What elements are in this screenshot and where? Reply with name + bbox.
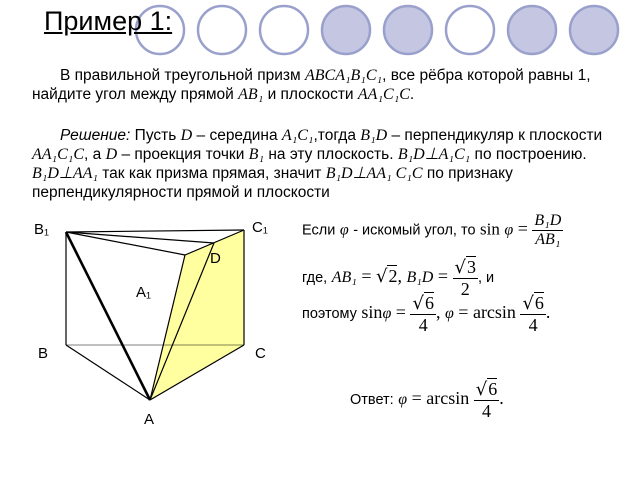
answer-label: Ответ: [350, 392, 394, 409]
solution-fragment: по признаку перпендикулярности прямой и плоскости [32, 165, 513, 201]
label-c1: C₁ [252, 219, 268, 236]
solution-fragment: Пусть [134, 127, 177, 144]
solution-fragment: так как призма прямая, значит [102, 165, 322, 182]
math-fragment: D [105, 146, 118, 163]
formula-values: где, AB₁ = √2, B₁D = $\frac{√3}{2}$ , и [302, 257, 495, 299]
phi-symbol: φ [444, 305, 454, 323]
label-b: B [38, 345, 49, 362]
math-fragment: B₁D [360, 127, 388, 144]
phi-symbol: φ [398, 391, 408, 409]
solution-fragment: по построению. [474, 146, 587, 163]
prism-name: ABCA₁B₁C₁ [304, 67, 383, 84]
if-text: Если [302, 222, 336, 239]
math-fragment: B₁ [248, 146, 265, 163]
label-d: D [210, 250, 221, 267]
line-name: AB₁ [238, 86, 264, 103]
numerator: √6 [412, 293, 434, 314]
arcsin-text: arcsin [472, 302, 516, 323]
segment-b1d [66, 232, 214, 243]
math-fragment: B₁D⊥AA₁ C₁C [325, 165, 423, 182]
solution-fragment: – перпендикуляр к плоскости [391, 127, 603, 144]
label-a: A [144, 411, 155, 428]
math-fragment: B₁D⊥AA₁ [32, 165, 98, 182]
page-title: Пример 1: [44, 6, 173, 36]
formula-sin-def: Если φ - искомый угол, то sin φ = $\frac{\text{B₁D}}{\text{AB₁}}$ [302, 212, 562, 248]
denominator: 4 [481, 401, 491, 421]
denominator: 2 [460, 279, 470, 299]
sqrt-2-value: 2 [388, 266, 398, 287]
sqrt-3-value: 3 [466, 257, 476, 277]
edge-b1a1 [66, 232, 185, 255]
denominator: 4 [418, 315, 428, 335]
solution-fragment: – середина [196, 127, 278, 144]
phi-symbol: φ [382, 305, 392, 323]
fraction-sqrt6-4 [410, 292, 435, 336]
solution-label: Решение: [60, 127, 131, 144]
sqrt-sign: √ [375, 266, 388, 288]
phi-symbol: φ [504, 221, 514, 239]
label-a1: A₁ [136, 284, 152, 301]
problem-text: , все рёбра которой равны 1, найдите угол между прямой [32, 67, 591, 103]
sqrt-6-value: 6 [534, 293, 544, 313]
problem-text: и плоскости [267, 86, 354, 103]
denominator: 4 [528, 315, 538, 335]
sin-text: sin [480, 219, 500, 239]
plane-name: AA₁C₁C [357, 86, 410, 103]
edge-b1c1 [66, 230, 244, 232]
math-fragment: D [180, 127, 193, 144]
b1d-text: B₁D [406, 269, 434, 287]
solution-fragment: , а [84, 146, 102, 163]
solution-fragment: – проекция точки [121, 146, 245, 163]
ab1-text: AB₁ [331, 269, 357, 287]
numerator: √6 [475, 379, 498, 400]
denominator: AB₁ [535, 231, 561, 248]
numerator: √3 [454, 257, 476, 278]
phi-symbol: φ [339, 221, 349, 239]
math-fragment: B₁D⊥A₁C₁ [397, 146, 471, 163]
if-tail-text: - искомый угол, то [353, 222, 476, 239]
problem-text: В правильной треугольной призм [60, 67, 301, 84]
where-text: где, [302, 270, 328, 287]
numerator: √6 [522, 293, 544, 314]
answer-block: Ответ: φ = arcsin $\frac{√6}{4}$ . [350, 379, 504, 421]
sqrt-6-value: 6 [488, 379, 498, 399]
fraction-sqrt6-4 [520, 292, 545, 336]
therefore-text: поэтому [302, 306, 357, 323]
sin-text: sin [361, 302, 383, 323]
math-fragment: A₁C₁ [281, 127, 314, 144]
fraction-b1d-ab1 [532, 212, 563, 249]
problem-text: . [409, 86, 415, 103]
label-c: C [255, 345, 266, 362]
solution-fragment: ,тогда [313, 127, 356, 144]
formula-result: поэтому sinφ = $\frac{√6}{4}$ , φ = arcsin $\frac{√6}{4}$ . [302, 293, 551, 335]
label-b1: B₁ [34, 221, 50, 238]
math-fragment: AA₁C₁C [32, 146, 85, 163]
segment-ab1 [66, 232, 150, 400]
fraction-sqrt6-4 [474, 378, 499, 422]
solution-fragment: на эту плоскость. [268, 146, 394, 163]
arcsin-text: arcsin [426, 388, 470, 409]
face-aa1c1c [150, 230, 244, 400]
and-text: , и [477, 270, 495, 287]
sqrt-6-value: 6 [424, 293, 434, 313]
numerator: B₁D [534, 212, 562, 229]
